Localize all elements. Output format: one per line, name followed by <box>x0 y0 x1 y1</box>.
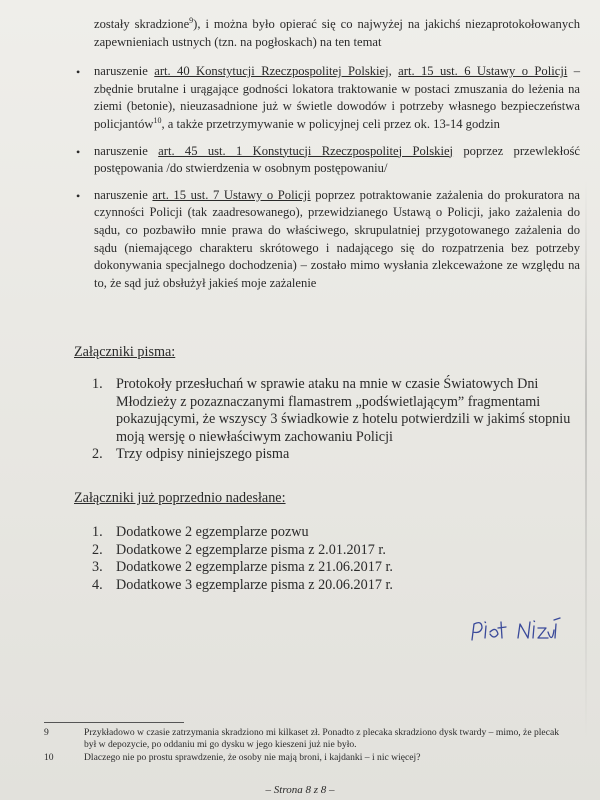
footnote-ref-10[interactable]: 10 <box>153 115 162 125</box>
violation-item-3 <box>76 187 581 293</box>
previous-attachment-item <box>92 577 582 595</box>
violation-item-1 <box>76 63 581 133</box>
item-number: 1. <box>92 376 103 392</box>
footnote-separator <box>44 722 184 723</box>
footnote-ref-9[interactable]: 9 <box>189 15 194 25</box>
attachments-heading: Załączniki pisma: <box>74 344 176 360</box>
item-number: 4. <box>92 576 103 593</box>
item-text: Dodatkowe 2 egzemplarze pisma z 21.06.2017 r. <box>116 559 393 576</box>
text-run: ), i można było opierać się co najwyżej na jakichś niezaprotokołowanych zapewnieniach ustnych (tzn. na pogłoskach) na ten temat <box>94 17 581 49</box>
previous-attachment-item <box>92 559 582 577</box>
item-number: 1. <box>92 524 103 540</box>
legal-reference: art. 40 Konstytucji Rzeczpospolitej Polskiej <box>154 64 389 79</box>
item-text: Dodatkowe 2 egzemplarze pisma z 2.01.2017 r. <box>116 541 386 558</box>
paper-edge-shadow <box>585 180 587 740</box>
previous-attachment-item <box>92 542 582 560</box>
item-number: 3. <box>92 559 103 576</box>
handwritten-signature <box>468 612 568 652</box>
attachment-item <box>92 376 582 446</box>
item-text: Dodatkowe 2 egzemplarze pozwu <box>116 524 309 540</box>
attachment-item <box>92 446 582 464</box>
legal-reference: art. 15 ust. 6 Ustawy o Policji <box>398 64 568 79</box>
continued-paragraph <box>94 16 580 51</box>
violation-item-2 <box>76 143 580 178</box>
item-text: Trzy odpisy niniejszego pisma <box>116 446 290 463</box>
bullet-icon: • <box>76 144 81 159</box>
item-number: 2. <box>92 541 103 558</box>
footnote-number: 10 <box>44 751 54 763</box>
footnote-10 <box>44 752 564 764</box>
previous-attachments-heading: Załączniki już poprzednio nadesłane: <box>74 490 286 506</box>
page-number: – Strona 8 z 8 – <box>265 784 335 796</box>
text-run: poprzez przewlekłość postępowania /do stwierdzenia w osobnym postępowaniu/ <box>94 143 580 176</box>
footnote-text: Przykładowo w czasie zatrzymania skradziono mi kilkaset zł. Ponadto z plecaka skradziono dysk twardy – mimo, że plecak był w depozycie, po oddaniu mi go dysku w jego kieszeni już nie było. <box>84 727 560 751</box>
text-run: poprzez potraktowanie zażalenia do prokuratora na czynności Policji (tak zaadresowanego), przewidzianego Ustawą o Policji, jako zażalenia do sądu, co pozbawiło mnie prawa do właściwego, skrupulatniej przygotowanego zażalenia do sądu (niemającego charakteru skrótowego i nadającego się do rozpatrzenia bez potrzeby dokonywania specjalnego dochodzenia) – zostało mimo wysłania zlekceważone ze względu na to, że sąd już obsłużył jakieś moje zażalenie <box>94 187 581 290</box>
bullet-icon: • <box>76 65 81 80</box>
text-run: naruszenie <box>94 64 155 79</box>
footnotes <box>44 727 564 764</box>
item-number: 2. <box>92 446 103 463</box>
footnote-9 <box>44 727 564 752</box>
violations-list <box>76 15 581 301</box>
item-text: Dodatkowe 3 egzemplarze pisma z 20.06.2017 r. <box>116 576 393 593</box>
text-run: – zbędnie brutalne i urągające godności lokatora traktowanie w postaci zmuszania do leżenia na ziemi (betonie), nieuzasadnione już w świetle dowodów i potrzeby własnego bezpieczeństwa policjantów <box>94 64 581 131</box>
item-text: Protokoły przesłuchań w sprawie ataku na mnie w czasie Światowych Dni Młodzieży z pozaznaczanymi flamastrem „podświetlającym” fragmentami pokazującymi, że wszyscy 3 świadkowie z hotelu potwierdzili w jakimś stopniu moją wersję o niewłaściwym zachowaniu Policji <box>116 376 571 445</box>
footnote-text: Dlaczego nie po prostu sprawdzenie, że osoby nie mają broni, i kajdanki – i nic więcej? <box>84 751 421 763</box>
text-run: zostały skradzione <box>94 17 190 31</box>
attachments-list <box>92 376 582 464</box>
legal-reference: art. 45 ust. 1 Konstytucji Rzeczpospolitej Polskiej <box>158 143 454 158</box>
footnote-number: 9 <box>44 727 49 738</box>
text-run: , <box>388 64 399 79</box>
legal-reference: art. 15 ust. 7 Ustawy o Policji <box>152 187 311 202</box>
previous-attachments-list <box>92 524 582 594</box>
text-run: naruszenie <box>94 187 153 202</box>
text-run: , a także przetrzymywanie w policyjnej celi przez ok. 13-14 godzin <box>161 116 500 131</box>
text-run: naruszenie <box>94 143 159 158</box>
bullet-icon: • <box>76 188 81 203</box>
previous-attachment-item <box>92 524 582 542</box>
